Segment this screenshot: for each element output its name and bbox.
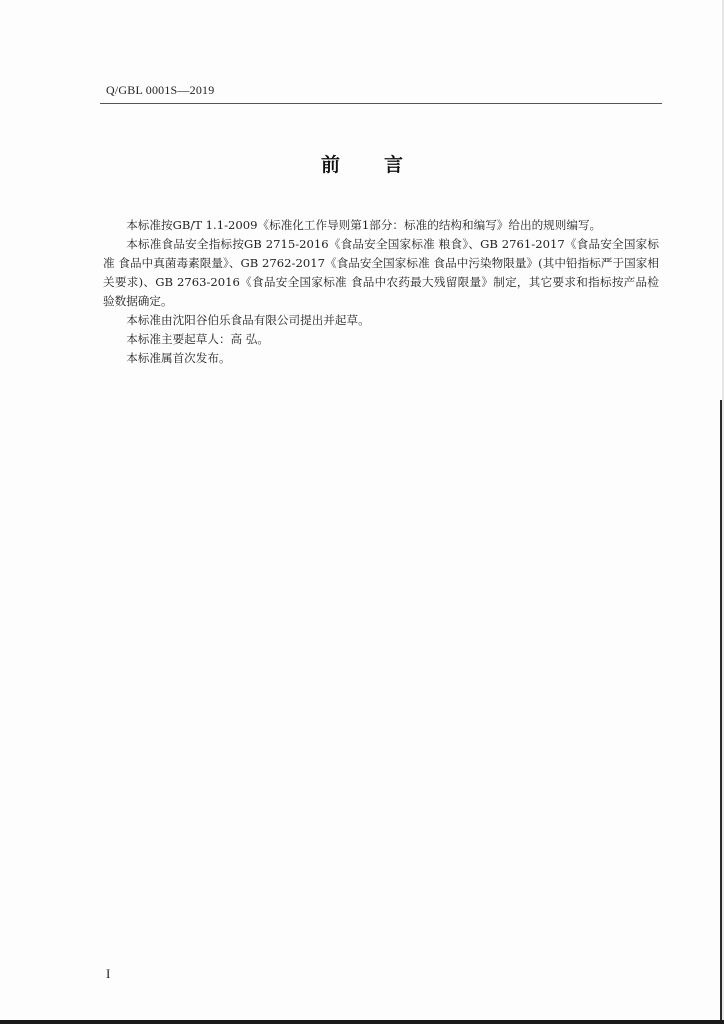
header-divider [100,103,662,104]
paragraph-drafting-rules: 本标准按GB/T 1.1-2009《标准化工作导则第1部分：标准的结构和编写》给出的规则编写。 [126,218,602,232]
paragraph-first-release: 本标准属首次发布。 [126,351,231,365]
paragraph-proposer: 本标准由沈阳谷伯乐食品有限公司提出并起草。 [126,313,370,327]
scan-edge-bottom [0,1020,724,1024]
paragraph-safety-indicators: 本标准食品安全指标按GB 2715-2016《食品安全国家标准 粮食》、GB 2761-2017《食品安全国家标准 食品中真菌毒素限量》、GB 2762-2017《食品安全国家标准 食品中污染物限量》(其中铅指标严于国家相关要求)、GB 2763-2016《食品安全国家标准 食品中农药最大残留限量》制定，其它要求和指标按产品检验数据确定。 [103,237,659,308]
standard-code: Q/GBL 0001S—2019 [106,83,215,97]
page-number: I [106,966,111,981]
foreword-body [103,216,659,368]
paragraph-drafters: 本标准主要起草人：高 弘。 [126,332,269,346]
page-title: 前言 [320,154,447,176]
scan-edge-right [720,400,722,1020]
